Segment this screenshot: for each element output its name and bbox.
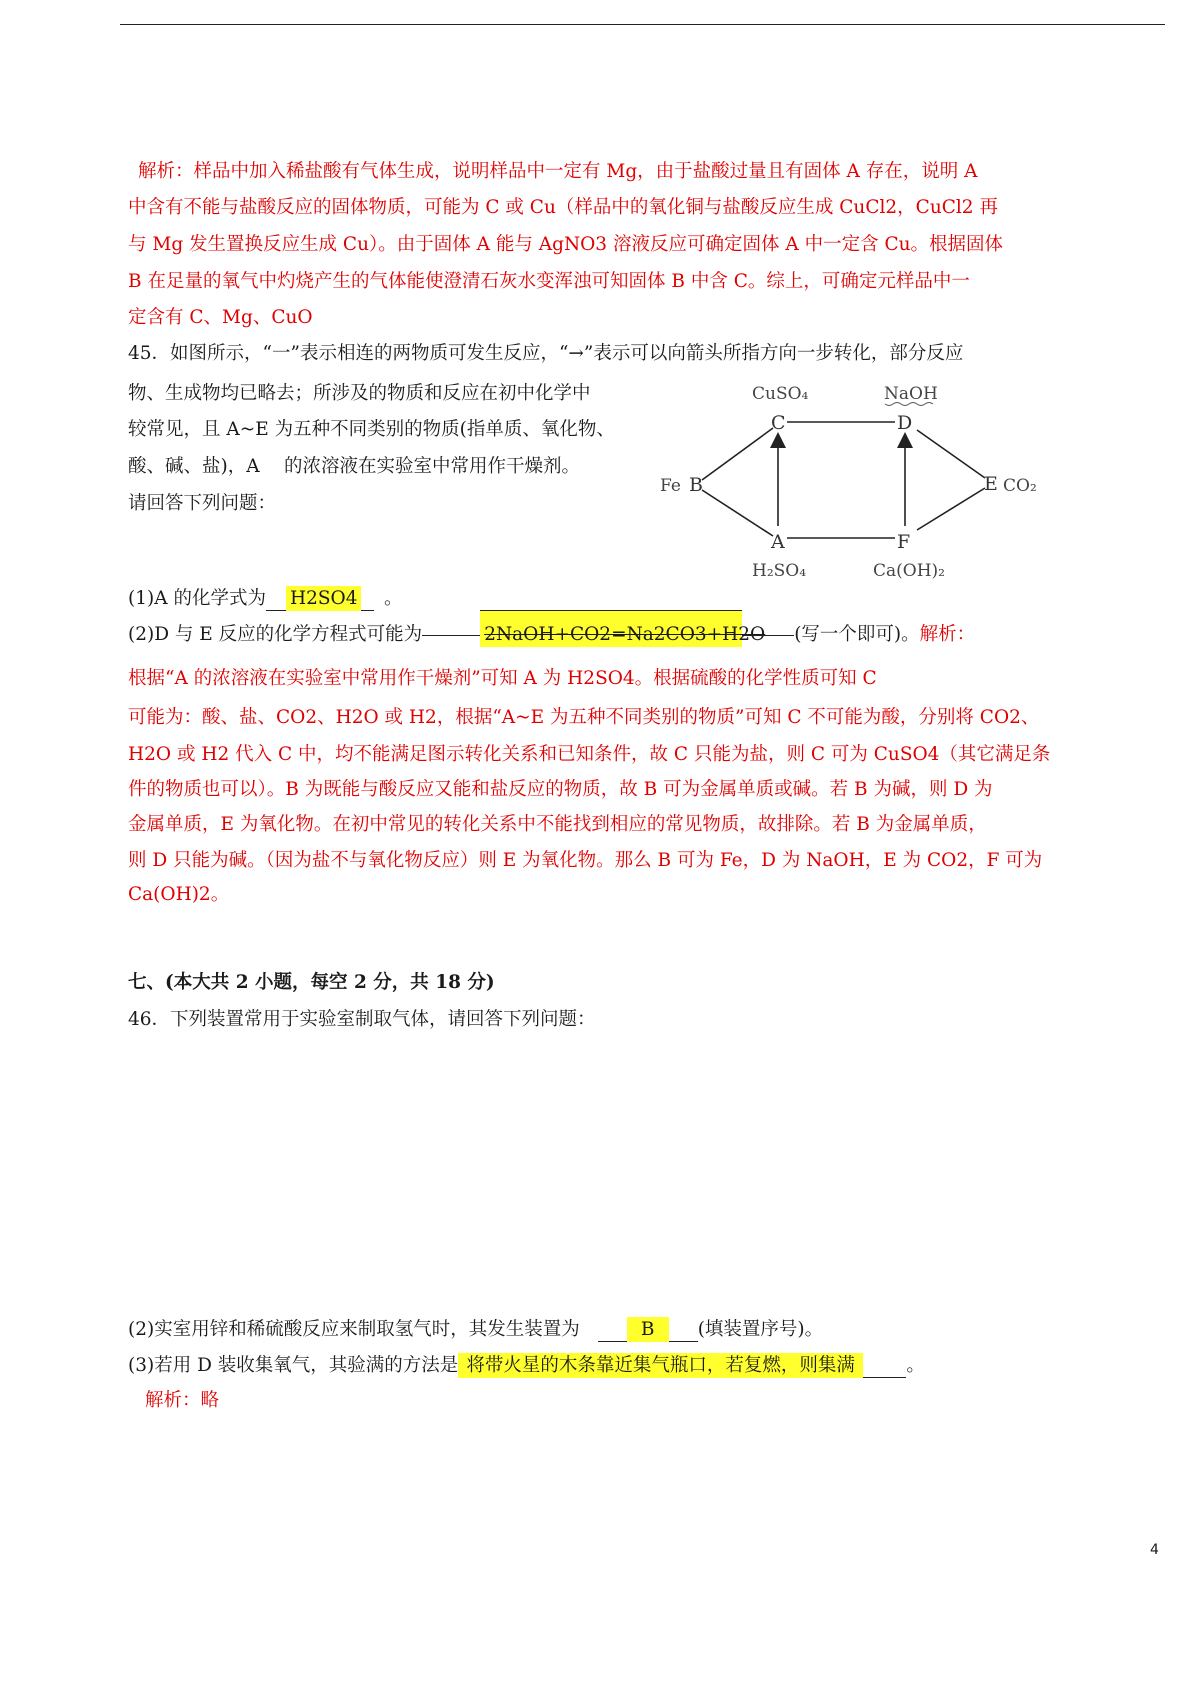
q45-sub1-answer: H2SO4 <box>286 586 362 611</box>
node-B-letter: B <box>689 474 703 496</box>
q45-sub2-leader-left <box>422 635 480 636</box>
q45-stem-line-1: 45．如图所示，“一”表示相连的两物质可发生反应，“→”表示可以向箭头所指方向一步转化，部分反应 <box>128 343 964 364</box>
edge-D-E <box>917 430 985 478</box>
q45-sub1-prefix: (1)A 的化学式为 <box>128 588 266 609</box>
q46-sub2-prefix: (2)实室用锌和稀硫酸反应来制取氢气时，其发生装置为 <box>128 1319 580 1340</box>
q46-sub2-answer-blank <box>598 1319 698 1342</box>
edge-F-E <box>917 488 985 530</box>
node-C-substance: CuSO₄ <box>752 384 809 404</box>
q46-sub3-suffix: 。 <box>906 1355 925 1376</box>
analysis-44-line-3: 与 Mg 发生置换反应生成 Cu）。由于固体 A 能与 AgNO3 溶液反应可确定固体 A 中一定含 Cu。根据固体 <box>128 234 1004 255</box>
q45-sub2-answer: 2NaOH+CO2=Na2CO3+H2O <box>480 610 742 647</box>
analysis-44-line-1: 解析：样品中加入稀盐酸有气体生成，说明样品中一定有 Mg，由于盐酸过量且有固体 A 存在，说明 A <box>138 161 978 182</box>
node-E-substance: CO₂ <box>1003 476 1037 496</box>
page-number: 4 <box>1150 1542 1159 1558</box>
q46-analysis: 解析：略 <box>145 1390 220 1411</box>
analysis-44-line-4: B 在足量的氧气中灼烧产生的气体能使澄清石灰水变浑浊可知固体 B 中含 C。综上，可确定元样品中一 <box>128 271 970 292</box>
node-E-letter: E <box>984 473 998 495</box>
q45-analysis-line-5: 金属单质，E 为氧化物。在初中常见的转化关系中不能找到相应的常见物质，故排除。若 B 为金属单质， <box>128 814 987 835</box>
node-F-substance: Ca(OH)₂ <box>873 561 945 581</box>
q45-analysis-line-4: 件的物质也可以）。B 为既能与酸反应又能和盐反应的物质，故 B 可为金属单质或碱。若 B 为碱，则 D 为 <box>128 779 993 800</box>
node-B-substance: Fe <box>660 476 681 496</box>
q45-sub2 <box>128 622 975 647</box>
edge-B-A <box>702 490 773 536</box>
node-A-substance: H₂SO₄ <box>752 561 807 581</box>
q46-sub3-answer: 将带火星的木条靠近集气瓶口，若复燃，则集满 <box>458 1353 863 1378</box>
analysis-44-line-2: 中含有不能与盐酸反应的固体物质，可能为 C 或 Cu（样品中的氧化铜与盐酸反应生成 CuCl2，CuCl2 再 <box>128 197 998 218</box>
q45-sub1-answer-blank <box>266 588 374 611</box>
q45-analysis-line-3: H2O 或 H2 代入 C 中，均不能满足图示转化关系和已知条件，故 C 只能为盐，则 C 可为 CuSO4（其它满足条 <box>128 744 1051 765</box>
q45-stem-line-3: 较常见，且 A~E 为五种不同类别的物质(指单质、氧化物、 <box>128 419 615 440</box>
q45-stem-line-4: 酸、碱、盐)，A 的浓溶液在实验室中常用作干燥剂。 <box>128 456 580 477</box>
q45-sub2-leader-right <box>742 635 794 636</box>
q45-stem-line-5: 请回答下列问题： <box>128 493 277 514</box>
q45-sub2-analysis-label: 解析： <box>919 624 976 645</box>
node-A-letter: A <box>771 531 785 553</box>
reaction-diagram <box>660 384 1165 638</box>
q45-sub2-prefix: (2)D 与 E 反应的化学方程式可能为 <box>128 624 423 645</box>
section-7-title: 七、(本大共 2 小题，每空 2 分，共 18 分) <box>128 972 495 993</box>
edge-B-C <box>702 428 773 480</box>
node-D-substance: NaOH <box>884 384 938 404</box>
q46-sub2 <box>128 1318 823 1342</box>
q46-sub2-answer: B <box>627 1317 669 1342</box>
q46-sub3-answer-blank <box>458 1355 906 1378</box>
node-D-letter: D <box>897 412 913 434</box>
analysis-44-line-5: 定含有 C、Mg、CuO <box>128 307 313 328</box>
q46-sub3-prefix: (3)若用 D 装收集氧气，其验满的方法是 <box>128 1355 459 1376</box>
q45-analysis-line-7: Ca(OH)2。 <box>128 884 230 905</box>
node-C-letter: C <box>771 412 786 434</box>
node-F-letter: F <box>897 531 911 553</box>
q45-sub2-suffix: (写一个即可)。 <box>794 624 920 645</box>
q45-sub1-suffix: 。 <box>383 588 403 609</box>
q45-analysis-line-6: 则 D 只能为碱。（因为盐不与氧化物反应）则 E 为氧化物。那么 B 可为 Fe，D 为 NaOH，E 为 CO2，F 可为 <box>128 850 1043 871</box>
q46-sub2-suffix: (填装置序号)。 <box>697 1319 824 1340</box>
q45-sub1 <box>128 587 402 611</box>
q45-stem-line-2: 物、生成物均已略去；所涉及的物质和反应在初中化学中 <box>128 383 591 404</box>
q46-stem: 46．下列装置常用于实验室制取气体，请回答下列问题： <box>128 1009 596 1030</box>
q45-analysis-line-2: 可能为：酸、盐、CO2、H2O 或 H2，根据“A~E 为五种不同类别的物质”可知 C 不可能为酸，分别将 CO2、 <box>128 707 1040 728</box>
q46-sub3 <box>128 1354 925 1378</box>
q45-analysis-line-1: 根据“A 的浓溶液在实验室中常用作干燥剂”可知 A 为 H2SO4。根据硫酸的化学性质可知 C <box>128 668 877 689</box>
header-rule <box>120 24 1165 25</box>
